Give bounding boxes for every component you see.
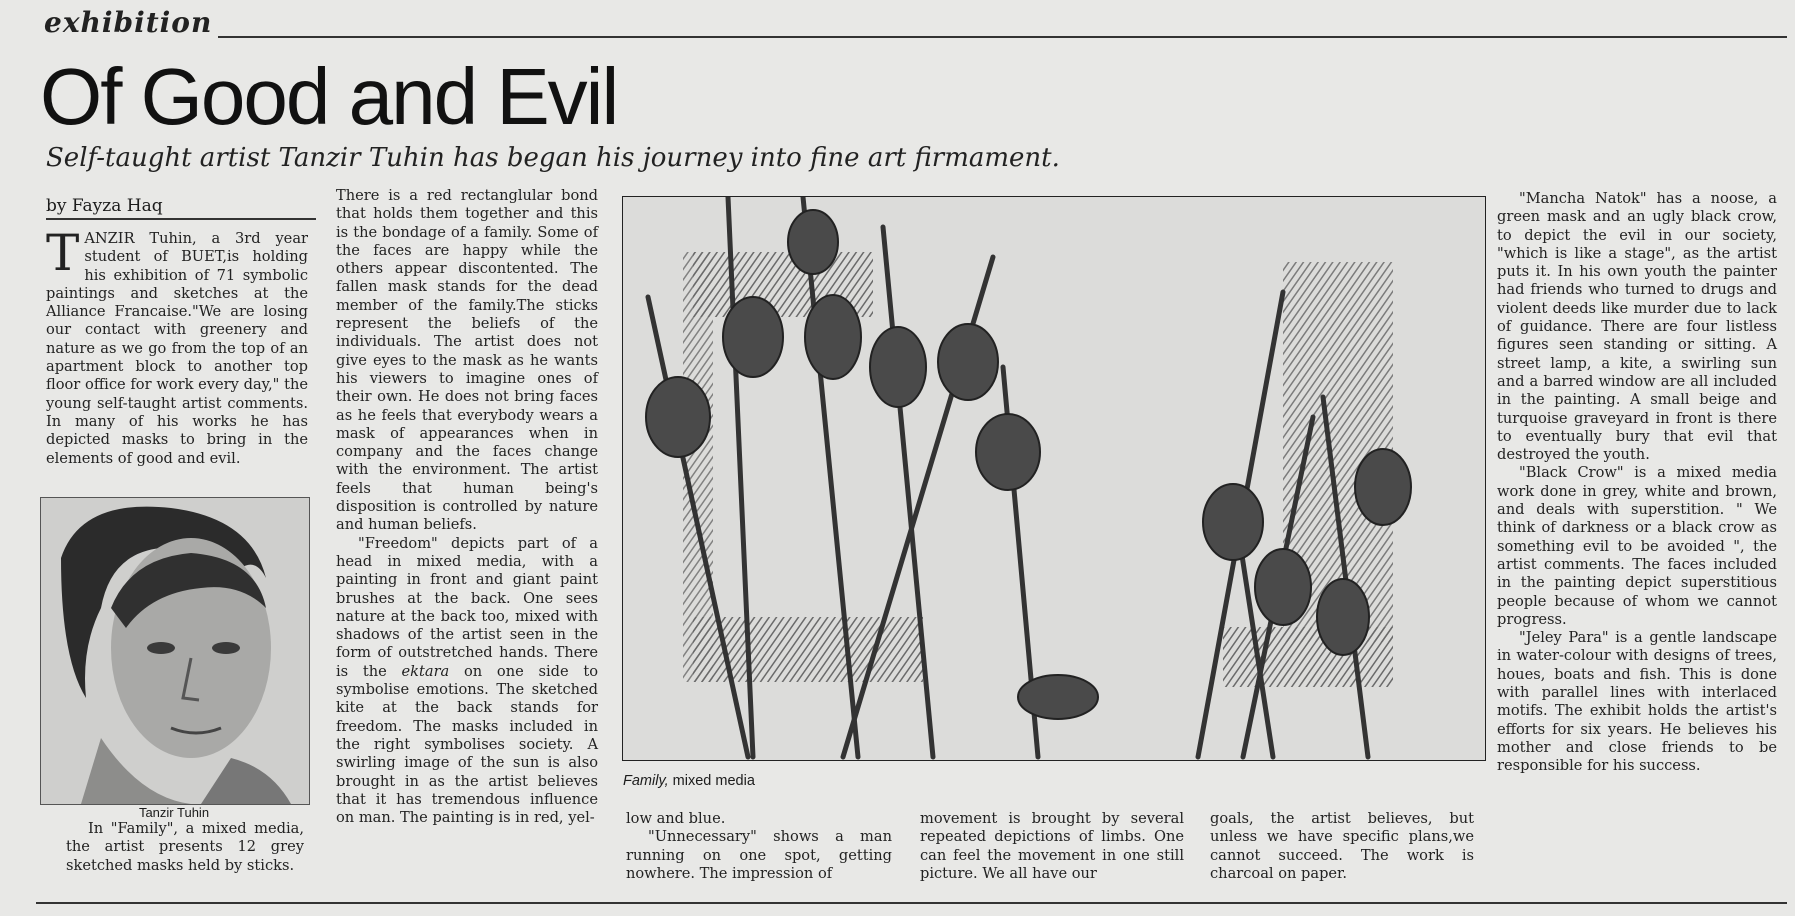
- paragraph: goals, the artist believes, but unless we have specific plans,we cannot succeed. The work is charcoal on paper.: [1210, 810, 1474, 882]
- top-rule: [44, 36, 1787, 38]
- article-column-2: [336, 187, 598, 827]
- black-crow-paragraph: "Black Crow" is a mixed media work done in grey, white and brown, and deals with superstition. " We think of darkness or a black crow as something evil to be avoided ", the artist comments. The faces included in the painting depict superstitious people because of whom we cannot progress.: [1497, 464, 1777, 628]
- article-column-6: [1497, 190, 1777, 776]
- paragraph: low and blue.: [626, 810, 726, 827]
- drop-cap: T: [46, 224, 80, 282]
- article-column-5: [1210, 810, 1474, 883]
- mancha-natok-paragraph: "Mancha Natok" has a noose, a green mask and an ugly black crow, to depict the evil in our society, "which is like a stage", as the artist puts it. In his own youth the painter had friends who turned to drugs and violent deeds like murder due to lack of guidance. There are four listless figures seen standing or sitting. A street lamp, a kite, a swirling sun and a barred window are all included in the painting. A small beige and turquoise graveyard in front is there to eventually bury that evil that destroyed the youth.: [1497, 190, 1777, 464]
- caption-title: Family,: [623, 773, 669, 789]
- paragraph: movement is brought by several repeated depictions of limbs. One can feel the movement in one still picture. We all have our: [920, 810, 1184, 882]
- article-column-4: [920, 810, 1184, 883]
- headline: Of Good and Evil: [40, 52, 618, 141]
- lead-text: ANZIR Tuhin, a 3rd year student of BUET,is holding his exhibition of 71 symbolic paintings and sketches at the Alliance Francaise."We are losing our contact with greenery and nature as we go from the top of an apartment block to another top floor office for work every day," the young self-taught artist comments. In many of his works he has depicted masks to bring in the elements of good and evil.: [46, 230, 308, 467]
- caption-text: mixed media: [668, 773, 755, 789]
- family-artwork-photo: [622, 196, 1486, 761]
- artist-portrait: [40, 497, 310, 805]
- photo-caption: [623, 773, 755, 789]
- section-kicker: exhibition: [44, 6, 218, 39]
- jeley-para-paragraph: "Jeley Para" is a gentle landscape in water-colour with designs of trees, houes, boats and fish. This is done with parallel lines with interlaced motifs. The exhibit holds the artist's efforts for six years. He believes his mother and close friends to be responsible for his success.: [1497, 629, 1777, 775]
- italic-term: ektara: [401, 662, 450, 680]
- text: "Freedom" depicts part of a head in mixed media, with a painting in front and giant paint brushes at the back. One sees nature at the back too, mixed with shadows of the artist seen in the form of outstretched hands. There is the: [336, 534, 598, 680]
- lead-paragraph: [46, 224, 308, 468]
- family-intro-paragraph: In "Family", a mixed media, the artist presents 12 grey sketched masks held by sticks.: [66, 820, 304, 874]
- article-column-3: [626, 810, 892, 883]
- article-column-1-continued: [66, 820, 304, 875]
- subheadline: Self-taught artist Tanzir Tuhin has began his journey into fine art firmament.: [46, 143, 1060, 173]
- byline: by Fayza Haq: [46, 196, 316, 220]
- portrait-image: [41, 498, 309, 804]
- unnecessary-paragraph: "Unnecessary" shows a man running on one spot, getting nowhere. The impression of: [626, 828, 892, 882]
- artwork-image: [623, 197, 1485, 760]
- paragraph: There is a red rectanglular bond that holds them together and this is the bondage of a family. Some of the faces are happy while the others appear discontented. The fallen mask stands for the dead member of the family.The sticks represent the beliefs of the individuals. The artist does not give eyes to the mask as he wants his viewers to imagine ones of their own. He does not bring faces as he feels that everybody wears a mask of appearances when in company and the faces change with the environment. The artist feels that human being's disposition is controlled by nature and human beliefs.: [336, 187, 598, 534]
- article-column-1: [46, 224, 308, 468]
- text: on one side to symbolise emotions. The sketched kite at the back stands for freedom. The masks included in the right symbolises society. A swirling image of the sun is also brought in as the artist believes that it has tremendous influence on man. The painting is in red, yel-: [336, 662, 598, 827]
- freedom-paragraph: [336, 535, 598, 828]
- bottom-rule: [36, 902, 1787, 904]
- portrait-caption: Tanzir Tuhin: [138, 805, 210, 820]
